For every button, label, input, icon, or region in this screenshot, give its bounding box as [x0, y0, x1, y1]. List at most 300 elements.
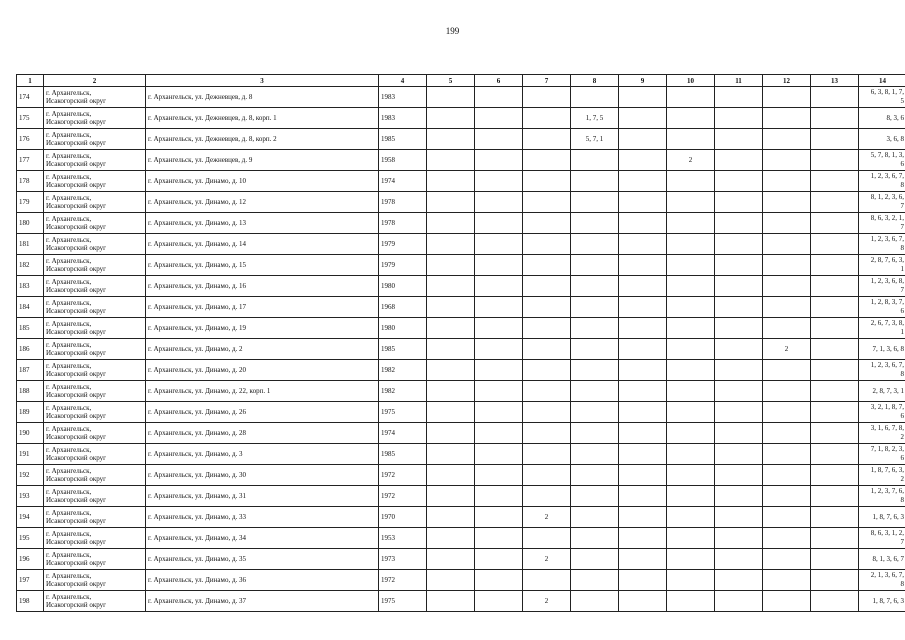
value-cell-11	[715, 108, 763, 129]
value-cell-9	[619, 339, 667, 360]
district-line: Исакогорский округ	[46, 517, 107, 525]
codes-line: 7	[900, 286, 904, 294]
year-cell: 1979	[379, 234, 427, 255]
value-cell-12	[763, 150, 811, 171]
district-line: Исакогорский округ	[46, 265, 107, 273]
codes-line: 7, 1, 8, 2, 3,	[870, 445, 904, 453]
value-cell-12	[763, 486, 811, 507]
table-row	[17, 549, 905, 570]
value-cell-7	[523, 339, 571, 360]
value-cell-11	[715, 444, 763, 465]
row-number-cell: 182	[17, 255, 44, 276]
value-cell-7	[523, 171, 571, 192]
district-line: Исакогорский округ	[46, 328, 107, 336]
year-cell: 1973	[379, 549, 427, 570]
value-cell-11	[715, 591, 763, 612]
district-line: г. Архангельск,	[46, 257, 92, 265]
value-cell-11	[715, 570, 763, 591]
district-line: г. Архангельск,	[46, 299, 92, 307]
table-row	[17, 444, 905, 465]
value-cell-7	[523, 570, 571, 591]
value-cell-11	[715, 507, 763, 528]
value-cell-9	[619, 87, 667, 108]
district-line: Исакогорский округ	[46, 223, 107, 231]
registry-table	[16, 74, 905, 612]
district-cell	[44, 234, 146, 255]
address-cell: г. Архангельск, ул. Динамо, д. 35	[146, 549, 379, 570]
value-cell-10	[667, 171, 715, 192]
district-cell	[44, 213, 146, 234]
codes-line: 2, 6, 7, 3, 8,	[870, 319, 904, 327]
column-header: 5	[427, 75, 475, 87]
district-line: Исакогорский округ	[46, 580, 107, 588]
codes-cell	[859, 192, 905, 213]
value-cell-9	[619, 234, 667, 255]
district-cell	[44, 528, 146, 549]
district-line: г. Архангельск,	[46, 362, 92, 370]
value-cell-13	[811, 171, 859, 192]
value-cell-9	[619, 129, 667, 150]
codes-line: 8, 1, 2, 3, 6,	[870, 193, 904, 201]
codes-line: 5, 7, 8, 1, 3,	[870, 151, 904, 159]
district-line: г. Архангельск,	[46, 467, 92, 475]
value-cell-6	[475, 87, 523, 108]
district-line: г. Архангельск,	[46, 383, 92, 391]
row-number-cell: 183	[17, 276, 44, 297]
value-cell-7	[523, 255, 571, 276]
value-cell-8	[571, 444, 619, 465]
codes-cell	[859, 171, 905, 192]
value-cell-6	[475, 507, 523, 528]
codes-cell	[859, 234, 905, 255]
value-cell-5	[427, 129, 475, 150]
value-cell-9	[619, 171, 667, 192]
row-number-cell: 192	[17, 465, 44, 486]
value-cell-9	[619, 402, 667, 423]
row-number-cell: 195	[17, 528, 44, 549]
year-cell: 1985	[379, 129, 427, 150]
year-cell: 1978	[379, 213, 427, 234]
value-cell-8	[571, 234, 619, 255]
value-cell-13	[811, 402, 859, 423]
value-cell-5	[427, 234, 475, 255]
value-cell-8	[571, 150, 619, 171]
value-cell-10	[667, 108, 715, 129]
value-cell-12	[763, 276, 811, 297]
value-cell-12	[763, 171, 811, 192]
value-cell-6	[475, 339, 523, 360]
row-number-cell: 197	[17, 570, 44, 591]
value-cell-6	[475, 108, 523, 129]
value-cell-9	[619, 318, 667, 339]
value-cell-11	[715, 192, 763, 213]
table-row	[17, 507, 905, 528]
district-line: Исакогорский округ	[46, 433, 107, 441]
district-cell	[44, 87, 146, 108]
value-cell-6	[475, 255, 523, 276]
codes-line: 8	[900, 580, 904, 588]
value-cell-13	[811, 213, 859, 234]
value-cell-12	[763, 465, 811, 486]
codes-line: 2, 8, 7, 6, 3,	[870, 256, 904, 264]
value-cell-6	[475, 444, 523, 465]
value-cell-13	[811, 486, 859, 507]
value-cell-11	[715, 549, 763, 570]
value-cell-6	[475, 465, 523, 486]
value-cell-10	[667, 465, 715, 486]
year-cell: 1968	[379, 297, 427, 318]
value-cell-8	[571, 507, 619, 528]
value-cell-9	[619, 192, 667, 213]
value-cell-9	[619, 150, 667, 171]
value-cell-13	[811, 108, 859, 129]
address-cell: г. Архангельск, ул. Динамо, д. 33	[146, 507, 379, 528]
codes-line: 3, 6, 8	[886, 134, 904, 143]
codes-cell	[859, 276, 905, 297]
district-line: Исакогорский округ	[46, 97, 107, 105]
address-cell: г. Архангельск, ул. Динамо, д. 2	[146, 339, 379, 360]
codes-cell	[859, 129, 905, 150]
row-number-cell: 196	[17, 549, 44, 570]
value-cell-9	[619, 507, 667, 528]
value-cell-11	[715, 213, 763, 234]
codes-line: 1, 2, 3, 6, 8,	[870, 277, 904, 285]
value-cell-5	[427, 360, 475, 381]
value-cell-8	[571, 402, 619, 423]
codes-cell	[859, 549, 905, 570]
value-cell-10: 2	[667, 150, 715, 171]
value-cell-6	[475, 486, 523, 507]
value-cell-8	[571, 318, 619, 339]
district-cell	[44, 339, 146, 360]
value-cell-10	[667, 360, 715, 381]
value-cell-7: 2	[523, 591, 571, 612]
value-cell-12	[763, 507, 811, 528]
value-cell-9	[619, 255, 667, 276]
codes-line: 1	[900, 328, 904, 336]
column-header: 14	[859, 75, 905, 87]
value-cell-9	[619, 570, 667, 591]
table-row	[17, 486, 905, 507]
row-number-cell: 194	[17, 507, 44, 528]
district-line: г. Архангельск,	[46, 530, 92, 538]
row-number-cell: 177	[17, 150, 44, 171]
value-cell-8	[571, 339, 619, 360]
row-number-cell: 181	[17, 234, 44, 255]
value-cell-5	[427, 108, 475, 129]
year-cell: 1982	[379, 360, 427, 381]
value-cell-10	[667, 591, 715, 612]
value-cell-12	[763, 360, 811, 381]
value-cell-11	[715, 423, 763, 444]
value-cell-6	[475, 276, 523, 297]
table-row	[17, 423, 905, 444]
district-line: г. Архангельск,	[46, 425, 92, 433]
year-cell: 1958	[379, 150, 427, 171]
value-cell-12	[763, 192, 811, 213]
value-cell-5	[427, 507, 475, 528]
value-cell-13	[811, 381, 859, 402]
value-cell-12	[763, 444, 811, 465]
codes-line: 7	[900, 223, 904, 231]
value-cell-5	[427, 465, 475, 486]
district-line: г. Архангельск,	[46, 551, 92, 559]
address-cell: г. Архангельск, ул. Динамо, д. 13	[146, 213, 379, 234]
value-cell-7	[523, 213, 571, 234]
district-line: Исакогорский округ	[46, 118, 107, 126]
address-cell: г. Архангельск, ул. Динамо, д. 14	[146, 234, 379, 255]
row-number-cell: 179	[17, 192, 44, 213]
value-cell-7	[523, 360, 571, 381]
table-row	[17, 87, 905, 108]
district-cell	[44, 297, 146, 318]
district-line: Исакогорский округ	[46, 559, 107, 567]
address-cell: г. Архангельск, ул. Динамо, д. 17	[146, 297, 379, 318]
value-cell-9	[619, 444, 667, 465]
value-cell-11	[715, 297, 763, 318]
district-line: Исакогорский округ	[46, 412, 107, 420]
value-cell-12	[763, 318, 811, 339]
value-cell-12	[763, 591, 811, 612]
codes-cell	[859, 150, 905, 171]
district-line: Исакогорский округ	[46, 160, 107, 168]
value-cell-10	[667, 528, 715, 549]
codes-line: 8, 1, 3, 6, 7	[872, 554, 904, 563]
table-row	[17, 360, 905, 381]
year-cell: 1972	[379, 570, 427, 591]
value-cell-7: 2	[523, 549, 571, 570]
value-cell-8	[571, 87, 619, 108]
district-line: г. Архангельск,	[46, 404, 92, 412]
codes-line: 1	[900, 265, 904, 273]
value-cell-5	[427, 192, 475, 213]
value-cell-12	[763, 297, 811, 318]
address-cell: г. Архангельск, ул. Динамо, д. 3	[146, 444, 379, 465]
value-cell-13	[811, 591, 859, 612]
codes-line: 6, 3, 8, 1, 7,	[870, 88, 904, 96]
value-cell-13	[811, 360, 859, 381]
value-cell-7	[523, 423, 571, 444]
year-cell: 1970	[379, 507, 427, 528]
value-cell-13	[811, 255, 859, 276]
row-number-cell: 184	[17, 297, 44, 318]
value-cell-11	[715, 465, 763, 486]
year-cell: 1972	[379, 465, 427, 486]
value-cell-7	[523, 381, 571, 402]
table-row	[17, 318, 905, 339]
table-row	[17, 255, 905, 276]
value-cell-6	[475, 192, 523, 213]
value-cell-6	[475, 549, 523, 570]
value-cell-7	[523, 297, 571, 318]
codes-cell	[859, 402, 905, 423]
value-cell-6	[475, 423, 523, 444]
district-cell	[44, 465, 146, 486]
value-cell-12	[763, 402, 811, 423]
value-cell-8	[571, 255, 619, 276]
value-cell-12	[763, 87, 811, 108]
value-cell-8	[571, 213, 619, 234]
table-row	[17, 213, 905, 234]
district-line: г. Архангельск,	[46, 89, 92, 97]
header-row	[17, 75, 905, 87]
value-cell-7	[523, 318, 571, 339]
table-row	[17, 192, 905, 213]
codes-line: 8, 6, 3, 1, 2,	[870, 529, 904, 537]
district-line: г. Архангельск,	[46, 110, 92, 118]
value-cell-6	[475, 402, 523, 423]
value-cell-5	[427, 570, 475, 591]
address-cell: г. Архангельск, ул. Динамо, д. 28	[146, 423, 379, 444]
codes-line: 2	[900, 433, 904, 441]
row-number-cell: 176	[17, 129, 44, 150]
value-cell-5	[427, 297, 475, 318]
district-cell	[44, 507, 146, 528]
value-cell-7	[523, 276, 571, 297]
value-cell-10	[667, 507, 715, 528]
value-cell-11	[715, 402, 763, 423]
year-cell: 1985	[379, 444, 427, 465]
value-cell-11	[715, 486, 763, 507]
district-line: Исакогорский округ	[46, 286, 107, 294]
district-line: Исакогорский округ	[46, 454, 107, 462]
district-cell	[44, 591, 146, 612]
value-cell-7	[523, 444, 571, 465]
codes-line: 8, 3, 6	[886, 113, 904, 122]
value-cell-5	[427, 402, 475, 423]
codes-cell	[859, 528, 905, 549]
district-line: Исакогорский округ	[46, 349, 107, 357]
district-cell	[44, 549, 146, 570]
district-line: Исакогорский округ	[46, 601, 107, 609]
address-cell: г. Архангельск, ул. Динамо, д. 15	[146, 255, 379, 276]
district-line: Исакогорский округ	[46, 307, 107, 315]
year-cell: 1978	[379, 192, 427, 213]
codes-line: 8	[900, 370, 904, 378]
row-number-cell: 185	[17, 318, 44, 339]
row-number-cell: 188	[17, 381, 44, 402]
codes-line: 7	[900, 202, 904, 210]
district-cell	[44, 276, 146, 297]
value-cell-5	[427, 171, 475, 192]
codes-line: 2, 1, 3, 6, 7,	[870, 571, 904, 579]
year-cell: 1982	[379, 381, 427, 402]
district-line: Исакогорский округ	[46, 202, 107, 210]
year-cell: 1975	[379, 591, 427, 612]
codes-line: 1, 8, 7, 6, 3	[872, 512, 904, 521]
value-cell-11	[715, 381, 763, 402]
column-header: 1	[17, 75, 44, 87]
value-cell-8	[571, 549, 619, 570]
district-line: Исакогорский округ	[46, 475, 107, 483]
value-cell-6	[475, 150, 523, 171]
value-cell-9	[619, 108, 667, 129]
district-cell	[44, 150, 146, 171]
value-cell-9	[619, 276, 667, 297]
address-cell: г. Архангельск, ул. Дежневцев, д. 8	[146, 87, 379, 108]
value-cell-7	[523, 234, 571, 255]
year-cell: 1980	[379, 276, 427, 297]
value-cell-12	[763, 423, 811, 444]
value-cell-10	[667, 297, 715, 318]
address-cell: г. Архангельск, ул. Динамо, д. 30	[146, 465, 379, 486]
year-cell: 1983	[379, 108, 427, 129]
value-cell-13	[811, 549, 859, 570]
value-cell-8	[571, 276, 619, 297]
district-cell	[44, 255, 146, 276]
value-cell-8	[571, 297, 619, 318]
address-cell: г. Архангельск, ул. Динамо, д. 16	[146, 276, 379, 297]
table-row	[17, 339, 905, 360]
value-cell-9	[619, 591, 667, 612]
codes-cell	[859, 360, 905, 381]
value-cell-10	[667, 192, 715, 213]
value-cell-10	[667, 549, 715, 570]
value-cell-5	[427, 486, 475, 507]
year-cell: 1983	[379, 87, 427, 108]
value-cell-8	[571, 381, 619, 402]
value-cell-12	[763, 129, 811, 150]
codes-line: 1, 2, 3, 7, 6,	[870, 487, 904, 495]
district-line: г. Архангельск,	[46, 320, 92, 328]
value-cell-12	[763, 570, 811, 591]
codes-cell	[859, 444, 905, 465]
value-cell-5	[427, 381, 475, 402]
value-cell-7	[523, 402, 571, 423]
value-cell-12	[763, 381, 811, 402]
year-cell: 1975	[379, 402, 427, 423]
codes-line: 3, 1, 6, 7, 8,	[870, 424, 904, 432]
value-cell-10	[667, 255, 715, 276]
value-cell-6	[475, 381, 523, 402]
district-line: Исакогорский округ	[46, 370, 107, 378]
value-cell-5	[427, 528, 475, 549]
value-cell-13	[811, 276, 859, 297]
codes-line: 2, 8, 7, 3, 1	[872, 386, 904, 395]
value-cell-6	[475, 297, 523, 318]
district-line: Исакогорский округ	[46, 496, 107, 504]
row-number-cell: 190	[17, 423, 44, 444]
value-cell-6	[475, 171, 523, 192]
column-header: 2	[44, 75, 146, 87]
value-cell-8: 5, 7, 1	[571, 129, 619, 150]
codes-cell	[859, 486, 905, 507]
value-cell-13	[811, 87, 859, 108]
address-cell: г. Архангельск, ул. Динамо, д. 36	[146, 570, 379, 591]
value-cell-13	[811, 570, 859, 591]
value-cell-12	[763, 549, 811, 570]
codes-line: 8	[900, 181, 904, 189]
row-number-cell: 178	[17, 171, 44, 192]
value-cell-8	[571, 360, 619, 381]
value-cell-10	[667, 276, 715, 297]
value-cell-8	[571, 486, 619, 507]
codes-cell	[859, 255, 905, 276]
value-cell-13	[811, 465, 859, 486]
table-row	[17, 276, 905, 297]
district-line: г. Архангельск,	[46, 173, 92, 181]
value-cell-6	[475, 129, 523, 150]
codes-line: 8	[900, 244, 904, 252]
address-cell: г. Архангельск, ул. Динамо, д. 22, корп. 1	[146, 381, 379, 402]
codes-line: 1, 2, 8, 3, 7,	[870, 298, 904, 306]
table-row	[17, 528, 905, 549]
value-cell-13	[811, 423, 859, 444]
row-number-cell: 198	[17, 591, 44, 612]
value-cell-5	[427, 318, 475, 339]
value-cell-11	[715, 360, 763, 381]
row-number-cell: 186	[17, 339, 44, 360]
